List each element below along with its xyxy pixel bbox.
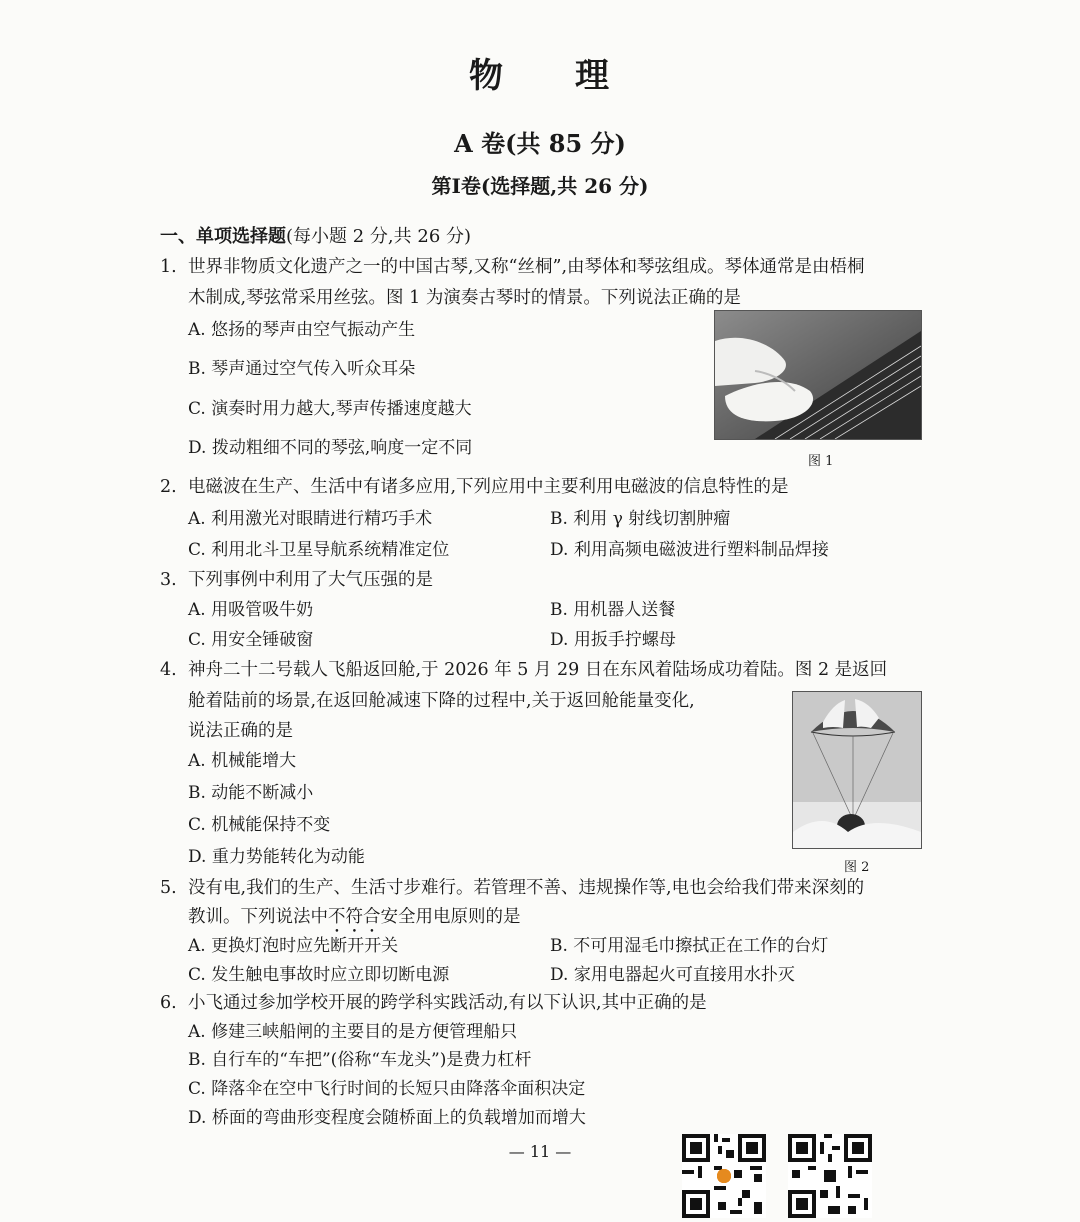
figure-1-guqin-photo xyxy=(714,310,922,440)
figure-1-caption: 图 1 xyxy=(808,454,834,469)
q6-option-d: D. 桥面的弯曲形变程度会随桥面上的负载增加而增大 xyxy=(188,1108,586,1128)
q6-option-b: B. 自行车的“车把”(俗称“车龙头”)是费力杠杆 xyxy=(188,1050,532,1070)
section-heading: 一、单项选择题(每小题 2 分,共 26 分) xyxy=(160,226,472,247)
question-3: 3. 下列事例中利用了大气压强的是 xyxy=(160,570,433,590)
q6-option-c: C. 降落伞在空中飞行时间的长短只由降落伞面积决定 xyxy=(188,1079,586,1099)
q3-option-a: A. 用吸管吸牛奶 xyxy=(188,600,314,620)
emphasized-text: 不符合 xyxy=(328,907,381,927)
q1-option-b: B. 琴声通过空气传入听众耳朵 xyxy=(188,359,416,379)
page-title: 物 理 xyxy=(469,56,611,96)
question-6: 6. 小飞通过参加学校开展的跨学科实践活动,有以下认识,其中正确的是 xyxy=(160,993,707,1013)
figure-2-caption: 图 2 xyxy=(844,860,870,875)
figure-2-capsule-photo xyxy=(792,691,922,849)
q5-option-a: A. 更换灯泡时应先断开开关 xyxy=(188,936,399,956)
question-2: 2. 电磁波在生产、生活中有诸多应用,下列应用中主要利用电磁波的信息特性的是 xyxy=(160,477,789,497)
qr-code-icon[interactable] xyxy=(682,1134,766,1218)
question-5: 5. 没有电,我们的生产、生活寸步难行。若管理不善、违规操作等,电也会给我们带来深刻的 xyxy=(160,878,865,898)
question-4-line2: 舱着陆前的场景,在返回舱减速下降的过程中,关于返回舱能量变化, xyxy=(188,691,695,711)
q3-option-c: C. 用安全锤破窗 xyxy=(188,630,314,650)
q4-option-c: C. 机械能保持不变 xyxy=(188,815,331,835)
q3-option-b: B. 用机器人送餐 xyxy=(550,600,676,620)
q1-option-a: A. 悠扬的琴声由空气振动产生 xyxy=(188,320,416,340)
q4-option-d: D. 重力势能转化为动能 xyxy=(188,847,365,867)
question-4-line3: 说法正确的是 xyxy=(188,721,293,741)
question-4: 4. 神舟二十二号载人飞船返回舱,于 2026 年 5 月 29 日在东风着陆场成功着陆。图 2 是返回 xyxy=(160,660,888,680)
qr-code-icon[interactable] xyxy=(788,1134,872,1218)
q4-option-b: B. 动能不断减小 xyxy=(188,783,314,803)
question-1: 1. 世界非物质文化遗产之一的中国古琴,又称“丝桐”,由琴体和琴弦组成。琴体通常是由梧桐 xyxy=(160,257,865,277)
q6-option-a: A. 修建三峡船闸的主要目的是方便管理船只 xyxy=(188,1022,518,1042)
q4-option-a: A. 机械能增大 xyxy=(188,751,297,771)
question-1-line2: 木制成,琴弦常采用丝弦。图 1 为演奏古琴时的情景。下列说法正确的是 xyxy=(188,288,741,308)
page-number: — 11 — xyxy=(508,1142,572,1161)
q3-option-d: D. 用扳手拧螺母 xyxy=(550,630,676,650)
q2-option-b: B. 利用 γ 射线切割肿瘤 xyxy=(550,509,731,529)
question-5-line2: 教训。下列说法中不符合安全用电原则的是 xyxy=(188,907,521,927)
subvolume-heading: 第Ⅰ卷(选择题,共 26 分) xyxy=(431,174,649,198)
q2-option-c: C. 利用北斗卫星导航系统精准定位 xyxy=(188,540,450,560)
q5-option-b: B. 不可用湿毛巾擦拭正在工作的台灯 xyxy=(550,936,829,956)
volume-heading: A 卷(共 85 分) xyxy=(454,129,626,158)
q5-option-d: D. 家用电器起火可直接用水扑灭 xyxy=(550,965,795,985)
q1-option-d: D. 拨动粗细不同的琴弦,响度一定不同 xyxy=(188,438,473,458)
q2-option-d: D. 利用高频电磁波进行塑料制品焊接 xyxy=(550,540,829,560)
q5-option-c: C. 发生触电事故时应立即切断电源 xyxy=(188,965,450,985)
q1-option-c: C. 演奏时用力越大,琴声传播速度越大 xyxy=(188,399,472,419)
q2-option-a: A. 利用激光对眼睛进行精巧手术 xyxy=(188,509,433,529)
